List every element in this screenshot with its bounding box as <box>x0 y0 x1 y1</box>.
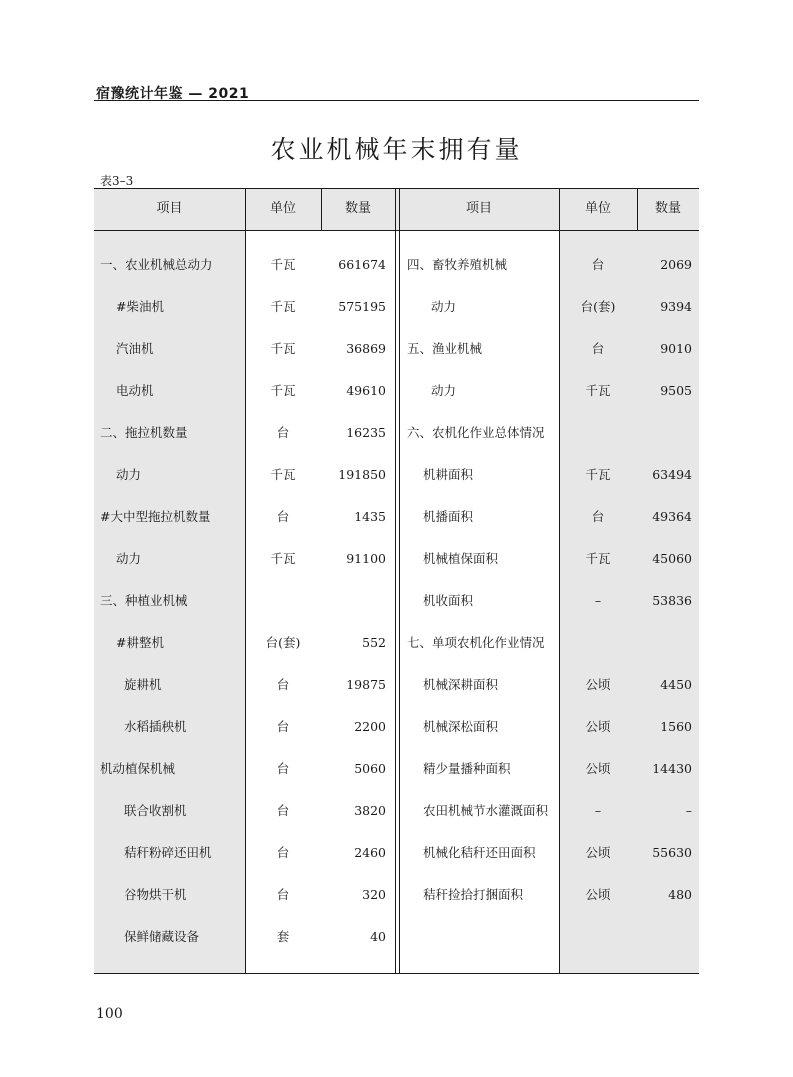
table-row <box>94 286 699 328</box>
left-unit: 千瓦 <box>270 383 296 398</box>
left-unit: 台(套) <box>265 635 301 650</box>
table-row <box>94 874 699 916</box>
left-unit: 千瓦 <box>270 257 296 272</box>
right-unit: 公顷 <box>585 845 611 860</box>
right-unit: – <box>594 593 602 608</box>
right-value-header: 数量 <box>654 201 681 216</box>
table-row <box>94 538 699 580</box>
right-unit <box>559 916 637 958</box>
left-value: 36869 <box>346 341 386 356</box>
left-item-name: #柴油机 <box>116 299 164 314</box>
left-item-name: 机动植保机械 <box>100 761 176 776</box>
left-value: 575195 <box>338 299 386 314</box>
left-unit: 千瓦 <box>270 551 296 566</box>
left-item-header: 项目 <box>156 201 183 216</box>
left-unit: 套 <box>276 929 290 944</box>
left-unit: 台 <box>276 719 290 734</box>
left-item-name: 动力 <box>116 551 142 566</box>
table-row <box>94 454 699 496</box>
header-bottom-rule <box>94 230 699 231</box>
left-value: 16235 <box>346 425 386 440</box>
right-item-header: 项目 <box>465 201 492 216</box>
right-item-name: 四、畜牧养殖机械 <box>407 257 508 272</box>
right-item-name: 动力 <box>431 299 457 314</box>
left-item-name: 联合收割机 <box>124 803 187 818</box>
right-unit: 台 <box>591 257 605 272</box>
right-item-name: 五、渔业机械 <box>407 341 483 356</box>
left-unit: 千瓦 <box>270 341 296 356</box>
left-value: 2200 <box>354 719 386 734</box>
table-number: 表3–3 <box>100 174 134 188</box>
page-number: 100 <box>96 1006 123 1022</box>
right-unit: – <box>594 803 602 818</box>
right-item-name: 机械深松面积 <box>423 719 499 734</box>
right-value: 9505 <box>660 383 692 398</box>
yearbook-header-title: 宿豫统计年鉴 — 2021 <box>96 86 250 102</box>
left-unit-header: 单位 <box>269 201 296 216</box>
table-row <box>94 832 699 874</box>
left-item-name: 旋耕机 <box>124 677 162 692</box>
right-value <box>637 916 692 958</box>
left-item-name: #耕整机 <box>116 635 164 650</box>
table-row <box>94 328 699 370</box>
table-row <box>94 496 699 538</box>
right-value: 53836 <box>652 593 692 608</box>
left-item-name: 二、拖拉机数量 <box>100 425 188 440</box>
left-unit: 千瓦 <box>270 299 296 314</box>
left-unit: 千瓦 <box>270 467 296 482</box>
left-unit: 台 <box>276 845 290 860</box>
right-unit: 千瓦 <box>585 467 611 482</box>
table-row <box>94 580 699 622</box>
left-value: 552 <box>362 635 386 650</box>
right-item-name: 机械植保面积 <box>423 551 499 566</box>
left-value: 1435 <box>354 509 386 524</box>
right-value: 480 <box>668 887 692 902</box>
left-item-name: 秸秆粉碎还田机 <box>124 845 212 860</box>
right-value: 14430 <box>652 761 692 776</box>
left-item-name: 一、农业机械总动力 <box>100 257 213 272</box>
right-item-name <box>401 916 565 958</box>
right-unit <box>559 412 637 454</box>
right-item-name: 农田机械节水灌溉面积 <box>423 803 549 818</box>
right-unit-header: 单位 <box>584 201 611 216</box>
machinery-table <box>94 188 699 974</box>
left-value <box>321 580 386 622</box>
left-item-name: 汽油机 <box>116 341 154 356</box>
left-unit: 台 <box>276 677 290 692</box>
left-unit: 台 <box>276 509 290 524</box>
right-unit: 千瓦 <box>585 383 611 398</box>
left-value: 191850 <box>338 467 386 482</box>
right-item-name: 动力 <box>431 383 457 398</box>
right-unit: 公顷 <box>585 887 611 902</box>
right-unit: 台 <box>591 341 605 356</box>
left-item-name: 水稻插秧机 <box>124 719 187 734</box>
right-unit <box>559 622 637 664</box>
left-unit: 台 <box>276 425 290 440</box>
table-row <box>94 244 699 286</box>
left-unit: 台 <box>276 803 290 818</box>
right-item-name: 机耕面积 <box>423 467 474 482</box>
left-item-name: 三、种植业机械 <box>100 593 188 608</box>
left-item-name: 电动机 <box>116 383 154 398</box>
left-value: 2460 <box>354 845 386 860</box>
left-value: 19875 <box>346 677 386 692</box>
left-value: 661674 <box>338 257 386 272</box>
right-item-name: 机收面积 <box>423 593 474 608</box>
right-unit: 公顷 <box>585 761 611 776</box>
left-unit: 台 <box>276 887 290 902</box>
right-item-name: 秸秆捡拾打捆面积 <box>423 887 524 902</box>
table-row <box>94 706 699 748</box>
table-row <box>94 412 699 454</box>
right-unit: 千瓦 <box>585 551 611 566</box>
right-value: 1560 <box>660 719 692 734</box>
right-item-name: 机播面积 <box>423 509 474 524</box>
table-row <box>94 370 699 412</box>
left-value-header: 数量 <box>344 201 371 216</box>
table-row <box>94 664 699 706</box>
left-item-name: #大中型拖拉机数量 <box>100 509 211 524</box>
right-unit: 公顷 <box>585 677 611 692</box>
right-value: 49364 <box>652 509 692 524</box>
right-item-name: 精少量播种面积 <box>423 761 511 776</box>
right-item-name: 机械深耕面积 <box>423 677 499 692</box>
left-value: 49610 <box>346 383 386 398</box>
right-value: 63494 <box>652 467 692 482</box>
right-value: 9010 <box>660 341 692 356</box>
right-unit: 公顷 <box>585 719 611 734</box>
right-value <box>637 622 692 664</box>
right-value: 55630 <box>652 845 692 860</box>
left-item-name: 动力 <box>116 467 142 482</box>
left-unit: 台 <box>276 761 290 776</box>
right-value: – <box>685 803 692 818</box>
table-row <box>94 748 699 790</box>
right-item-name: 六、农机化作业总体情况 <box>407 425 545 440</box>
left-value: 40 <box>370 929 386 944</box>
left-item-name: 谷物烘干机 <box>124 887 187 902</box>
right-value: 9394 <box>660 299 692 314</box>
right-value: 2069 <box>660 257 692 272</box>
right-unit: 台(套) <box>580 299 616 314</box>
right-value <box>637 412 692 454</box>
left-unit <box>245 580 321 622</box>
table-bottom-rule <box>94 973 699 974</box>
left-value: 91100 <box>346 551 386 566</box>
left-value: 5060 <box>354 761 386 776</box>
right-unit: 台 <box>591 509 605 524</box>
table-row <box>94 622 699 664</box>
table-row <box>94 790 699 832</box>
left-item-name: 保鲜储藏设备 <box>124 929 200 944</box>
page-title: 农业机械年末拥有量 <box>270 135 523 164</box>
header-rule <box>94 100 699 101</box>
left-value: 320 <box>362 887 386 902</box>
left-value: 3820 <box>354 803 386 818</box>
table-row <box>94 916 699 958</box>
right-item-name: 机械化秸秆还田面积 <box>423 845 536 860</box>
right-value: 45060 <box>652 551 692 566</box>
right-item-name: 七、单项农机化作业情况 <box>407 635 545 650</box>
right-value: 4450 <box>660 677 692 692</box>
